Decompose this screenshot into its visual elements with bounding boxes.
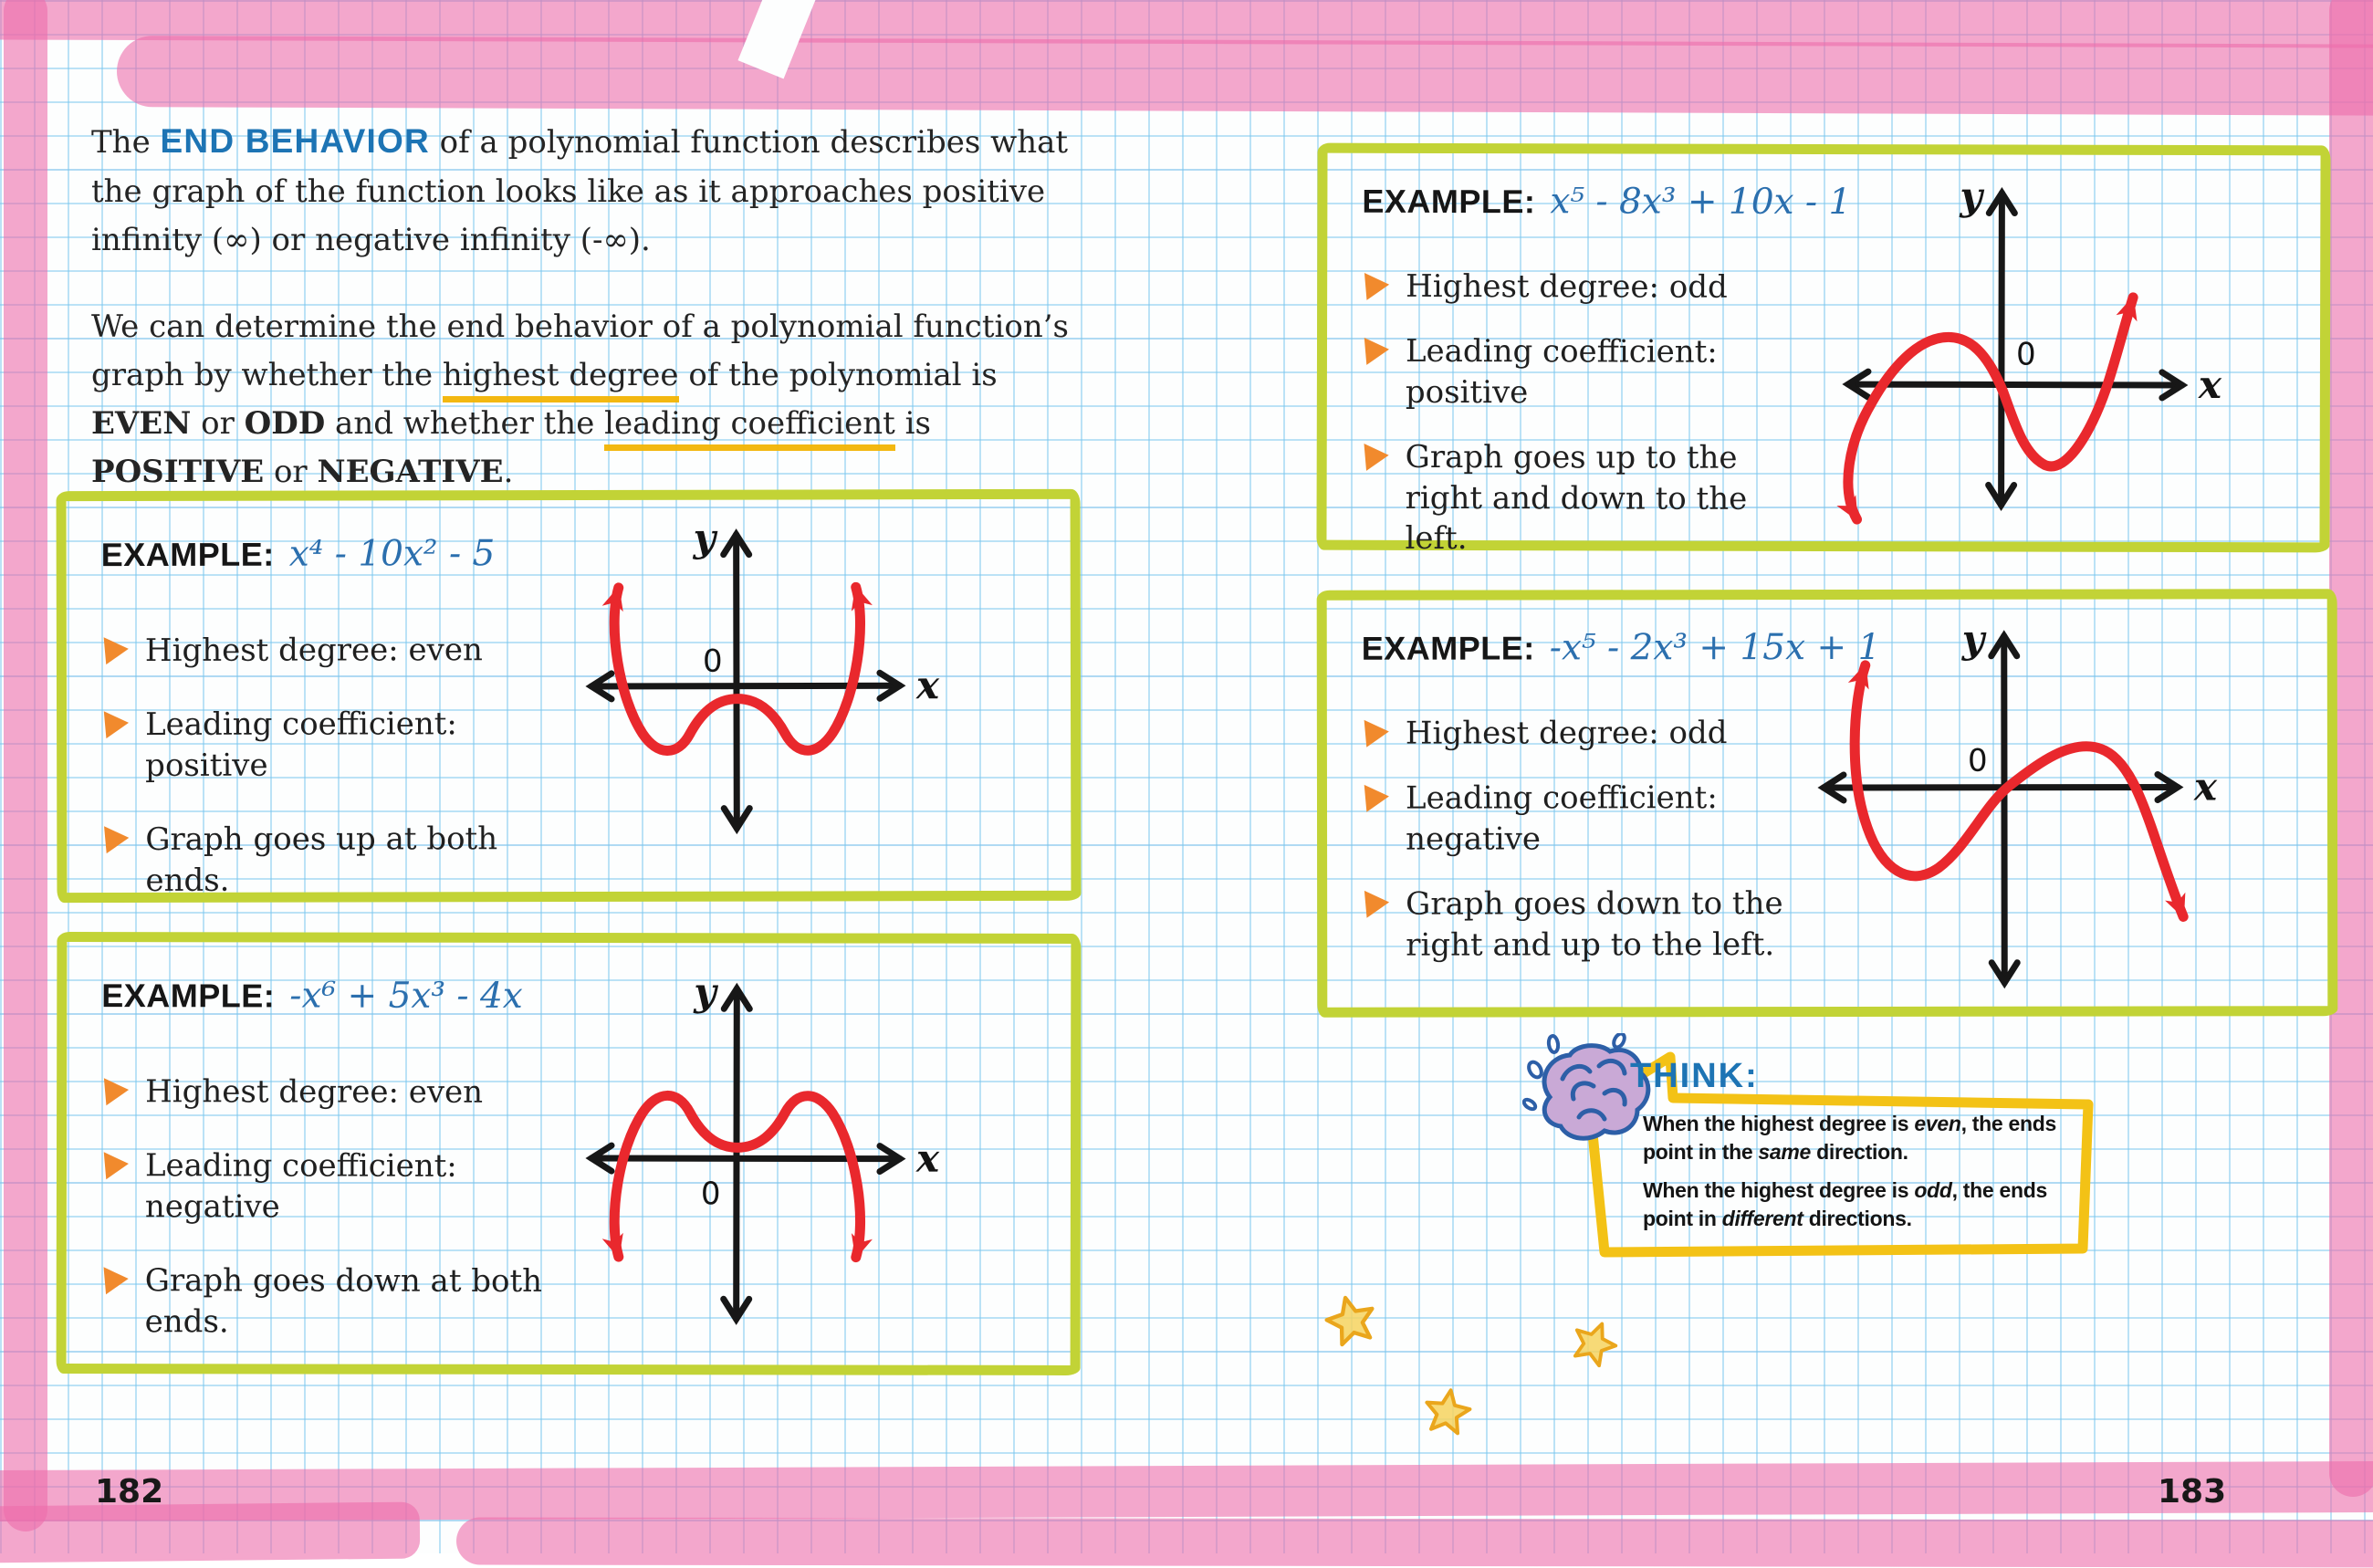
- example-header: [101, 975, 523, 1017]
- example-bullet-list: [105, 630, 571, 901]
- bullet-text: Highest degree: odd: [1406, 267, 1728, 308]
- text-segment: POSITIVE: [91, 454, 264, 490]
- bullet-arrow-icon: [1364, 441, 1389, 470]
- text-segment: leading coefficient: [604, 405, 895, 451]
- example-label: EXAMPLE:: [101, 977, 275, 1015]
- graph-even-negative: [555, 956, 1012, 1349]
- example-equation: -x⁶ + 5x³ - 4x: [289, 975, 523, 1016]
- polynomial-curve: [1855, 664, 2183, 917]
- think-line: [1643, 1110, 2090, 1138]
- bullet-item: [105, 630, 570, 672]
- bullet-text: Leading coefficient: negative: [1406, 778, 1794, 860]
- text-segment: point in the: [1643, 1140, 1758, 1164]
- example-box-odd-positive: [1316, 143, 2330, 553]
- star-icon: [1420, 1384, 1474, 1437]
- bullet-item: [1365, 713, 1794, 755]
- bullet-text: Graph goes down at both ends.: [145, 1260, 570, 1343]
- graph-odd-positive: [1778, 156, 2336, 540]
- bullet-item: [105, 1145, 570, 1228]
- example-box-odd-negative: [1317, 589, 2338, 1018]
- x-axis: [1848, 384, 2182, 385]
- graph-odd-negative: [1765, 601, 2341, 1003]
- pink-brush-bottom-corner: [0, 1501, 420, 1563]
- think-line: [1643, 1205, 2090, 1233]
- example-header: [101, 533, 496, 575]
- bullet-arrow-icon: [104, 1076, 130, 1105]
- text-segment: of a polynomial function describes what the graph of the function looks like as it approaches positive infinity (∞) or negative infinity (-∞).: [91, 124, 1068, 258]
- y-axis-label: y: [693, 516, 718, 560]
- text-segment: or: [264, 454, 317, 490]
- text-segment: .: [504, 454, 514, 490]
- text-segment: directions.: [1803, 1207, 1912, 1230]
- bullet-text: Graph goes down to the right and up to the left.: [1406, 883, 1794, 966]
- text-segment: odd: [1914, 1178, 1951, 1202]
- text-segment: even: [1914, 1112, 1960, 1135]
- x-axis-label: x: [915, 663, 940, 707]
- intro-paragraph-1: [91, 115, 1103, 265]
- text-segment: and whether the: [325, 405, 604, 442]
- bullet-item: [105, 1260, 570, 1343]
- text-segment: is: [895, 405, 931, 442]
- example-bullet-list: [1365, 713, 1794, 966]
- pink-brush-bottom-2: [456, 1518, 2373, 1568]
- think-line: [1643, 1176, 2090, 1205]
- y-axis: [2004, 636, 2005, 983]
- bullet-arrow-icon: [104, 1150, 130, 1179]
- text-segment: point in: [1643, 1207, 1722, 1230]
- bullet-item: [1365, 267, 1794, 308]
- bullet-item: [1365, 778, 1794, 860]
- bullet-item: [1364, 436, 1793, 560]
- bullet-text: Leading coefficient: negative: [145, 1145, 570, 1228]
- intro-paragraph-2: [91, 303, 1103, 497]
- text-segment: EVEN: [91, 405, 191, 442]
- text-segment: When the highest degree is: [1643, 1112, 1914, 1135]
- example-bullet-list: [1364, 267, 1794, 560]
- bullet-text: Graph goes up to the right and down to the left.: [1405, 437, 1793, 561]
- think-line: [1643, 1138, 2090, 1166]
- example-box-even-positive: [57, 489, 1082, 903]
- bullet-arrow-icon: [104, 1265, 130, 1294]
- intro-text: [91, 115, 1103, 497]
- bullet-arrow-icon: [1364, 718, 1391, 747]
- text-segment: direction.: [1811, 1140, 1908, 1164]
- bullet-item: [1365, 331, 1794, 414]
- example-label: EXAMPLE:: [101, 536, 275, 574]
- pink-brush-left: [4, 0, 47, 1531]
- example-header: [1362, 181, 1851, 223]
- example-label: EXAMPLE:: [1362, 629, 1535, 667]
- text-segment: The: [91, 124, 161, 161]
- page-number-right: 183: [2158, 1473, 2226, 1511]
- bullet-arrow-icon: [1364, 336, 1390, 365]
- example-label: EXAMPLE:: [1362, 183, 1535, 221]
- text-segment: END BEHAVIOR: [161, 122, 430, 160]
- origin-label: 0: [1968, 743, 1988, 779]
- text-segment: When the highest degree is: [1643, 1178, 1914, 1202]
- example-equation: x⁴ - 10x² - 5: [289, 533, 496, 574]
- bullet-arrow-icon: [104, 824, 131, 853]
- example-box-even-negative: [57, 932, 1082, 1375]
- text-segment: We can determine the end behavior of a polynomial function’s graph by whether the: [91, 308, 1069, 393]
- text-segment: or: [191, 405, 244, 442]
- bullet-text: Leading coefficient: positive: [1406, 331, 1794, 414]
- y-axis-label: y: [693, 969, 718, 1014]
- graph-even-positive: [555, 503, 1012, 887]
- x-axis-label: x: [2198, 362, 2222, 407]
- bullet-text: Highest degree: even: [145, 1071, 483, 1113]
- bullet-item: [1365, 883, 1794, 966]
- text-segment: , the ends: [1961, 1112, 2056, 1135]
- star-icon: [1564, 1312, 1624, 1372]
- bullet-arrow-icon: [104, 635, 131, 664]
- bullet-item: [105, 704, 570, 787]
- pink-brush-top-2: [117, 36, 2373, 116]
- bullet-text: Graph goes up at both ends.: [145, 819, 570, 902]
- text-segment: highest degree: [443, 357, 679, 402]
- star-icon: [1320, 1289, 1382, 1351]
- think-heading: THINK:: [1630, 1057, 1759, 1096]
- polynomial-curve: [1848, 297, 2133, 520]
- x-axis-label: x: [915, 1136, 940, 1181]
- text-segment: same: [1758, 1140, 1811, 1164]
- example-equation: x⁵ - 8x³ + 10x - 1: [1550, 181, 1851, 223]
- text-segment: different: [1722, 1207, 1803, 1230]
- brain-icon: [1522, 1033, 1659, 1161]
- bullet-item: [105, 1071, 570, 1113]
- text-segment: , the ends: [1952, 1178, 2047, 1202]
- bullet-item: [105, 819, 570, 902]
- page-number-left: 182: [95, 1473, 163, 1511]
- text-segment: of the polynomial is: [679, 357, 998, 393]
- example-equation: -x⁵ - 2x³ + 15x + 1: [1550, 627, 1881, 669]
- bullet-arrow-icon: [1364, 271, 1390, 300]
- origin-label: 0: [2016, 337, 2036, 373]
- x-axis-label: x: [2193, 764, 2218, 809]
- origin-label: 0: [701, 1176, 721, 1212]
- text-segment: NEGATIVE: [318, 454, 504, 490]
- y-axis-label: y: [1959, 173, 1984, 218]
- bullet-arrow-icon: [104, 709, 131, 738]
- bullet-text: Highest degree: odd: [1406, 713, 1728, 754]
- origin-label: 0: [703, 643, 723, 680]
- think-note: [1643, 1110, 2090, 1233]
- bullet-arrow-icon: [1364, 888, 1391, 917]
- example-bullet-list: [105, 1071, 571, 1343]
- text-segment: ODD: [245, 405, 326, 442]
- bullet-arrow-icon: [1364, 782, 1391, 811]
- y-axis-label: y: [1961, 617, 1987, 662]
- bullet-text: Highest degree: even: [145, 630, 483, 672]
- bullet-text: Leading coefficient: positive: [145, 704, 570, 787]
